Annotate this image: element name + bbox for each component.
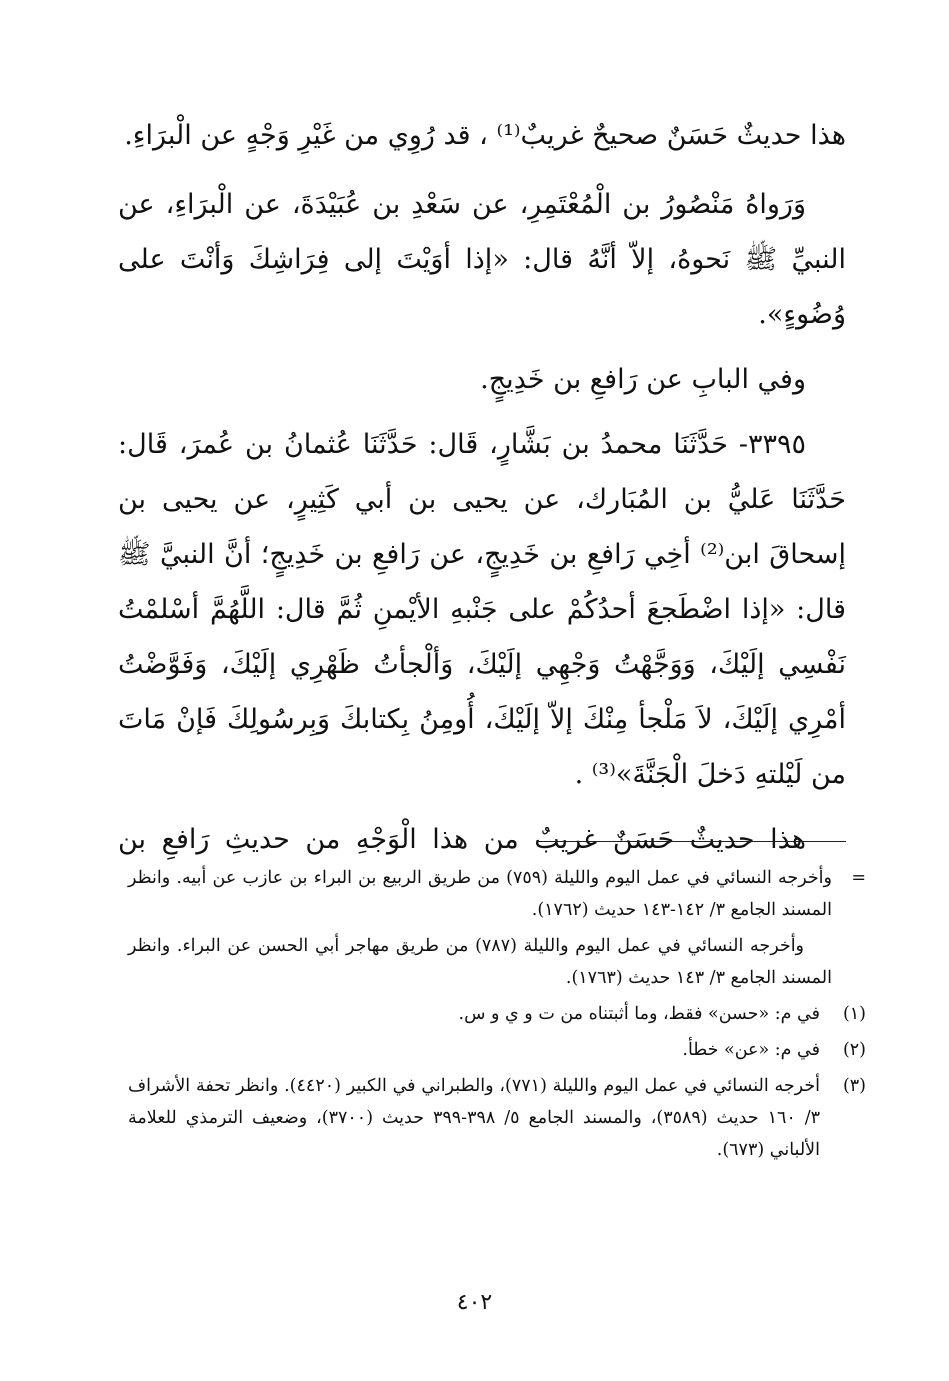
paragraph-hadith-grading: هذا حديثٌ حَسَنٌ صحيحٌ غريبٌ⁽¹⁾ ، قد رُوِي من غَيْرِ وَجْهٍ عن الْبرَاءِ. [124, 120, 846, 151]
continuation-text-2: وأخرجه النسائي في عمل اليوم والليلة (٧٨٧) من طريق مهاجر أبي الحسن عن البراء. وانظر المسند الجامع ٣/ ١٤٣ حديث (١٧٦٣). [128, 936, 832, 988]
footnote-divider [538, 841, 846, 842]
footnote-text: أخرجه النسائي في عمل اليوم والليلة (٧٧١)، والطبراني في الكبير (٤٤٢٠). وانظر تحفة الأشراف ٣/ ١٦٠ حديث (٣٥٨٩)، والمسند الجامع ٥/ ٣٩٨-٣٩٩ حديث (٣٧٠٠)، وضعيف الترمذي للعلامة الألباني (٦٧٣). [128, 1076, 821, 1160]
paragraph-hadith-3395: ٣٣٩٥- حَدَّثَنَا محمدُ بن بَشَّارٍ، قَال: حَدَّثَنَا عُثمانُ بن عُمرَ، قَال: حَدَّثَنَا عَليُّ بن المُبَارك، عن يحيى بن أبي كَثِيرٍ، عن يحيى بن إسحاقَ ابن⁽²⁾ أخِي رَافعِ بن خَدِيجٍ، عن رَافعِ بن خَدِيجٍ؛ أنَّ النبيَّ ﷺ قال: «إذا اضْطَجعَ أحدُكُمْ على جَنْبهِ الأيْمنِ ثُمَّ قال: اللَّهُمَّ أسْلمْتُ نَفْسِي إلَيْكَ، وَوَجَّهْتُ وَجْهِي إلَيْكَ، وَألْجأتُ ظَهْرِي إلَيْكَ، وَفَوَّضْتُ أمْرِي إلَيْكَ، لاَ مَلْجأ مِنْكَ إلاّ إلَيْكَ، أُومِنُ بِكتابكَ وَبِرسُولِكَ فَإنْ مَاتَ من لَيْلتهِ دَخلَ الْجَنَّةَ»⁽³⁾ . [118, 429, 846, 790]
footnote-1 [128, 998, 866, 1030]
footnote-number: (٣) [842, 1076, 866, 1096]
page-number: ٤٠٢ [456, 1290, 493, 1315]
continuation-text-1: وأخرجه النسائي في عمل اليوم والليلة (٧٥٩) من طريق الربيع بن البراء بن عازب عن أبيه. وانظر المسند الجامع ٣/ ١٤٢-١٤٣ حديث (١٧٦٢). [128, 868, 832, 920]
continuation-mark: = [851, 868, 866, 888]
footnotes [128, 862, 866, 1170]
paragraph-hadith-grading-2: هذا حديثٌ حَسَنٌ غريبٌ من هذا الْوَجْهِ من حديثِ رَافعِ بن [118, 824, 806, 855]
footnote-continuation [128, 862, 866, 926]
footnote-number: (١) [842, 1004, 866, 1024]
footnote-continuation-2 [128, 930, 866, 994]
footnote-text: في م: «حسن» فقط، وما أثبتناه من ت و ي و س. [458, 1004, 820, 1024]
footnote-3 [128, 1070, 866, 1166]
footnote-number: (٢) [842, 1040, 866, 1060]
paragraph-rafi-chapter: وفي البابِ عن رَافعِ بن خَدِيجٍ. [480, 364, 806, 395]
paragraph-mansur-narration: وَرَواهُ مَنْصُورُ بن الْمُعْتَمِرِ، عن سَعْدِ بن عُبَيْدَةَ، عن الْبرَاءِ، عن النبيِّ ﷺ نَحوهُ، إلاّ أنَّهُ قال: «إذا أوَيْتَ إلى فِرَاشِكَ وَأنْتَ على وُضُوءٍ». [118, 189, 846, 330]
footnote-text: في م: «عن» خطأ. [682, 1040, 820, 1060]
footnote-2 [128, 1034, 866, 1066]
main-text [118, 108, 846, 877]
